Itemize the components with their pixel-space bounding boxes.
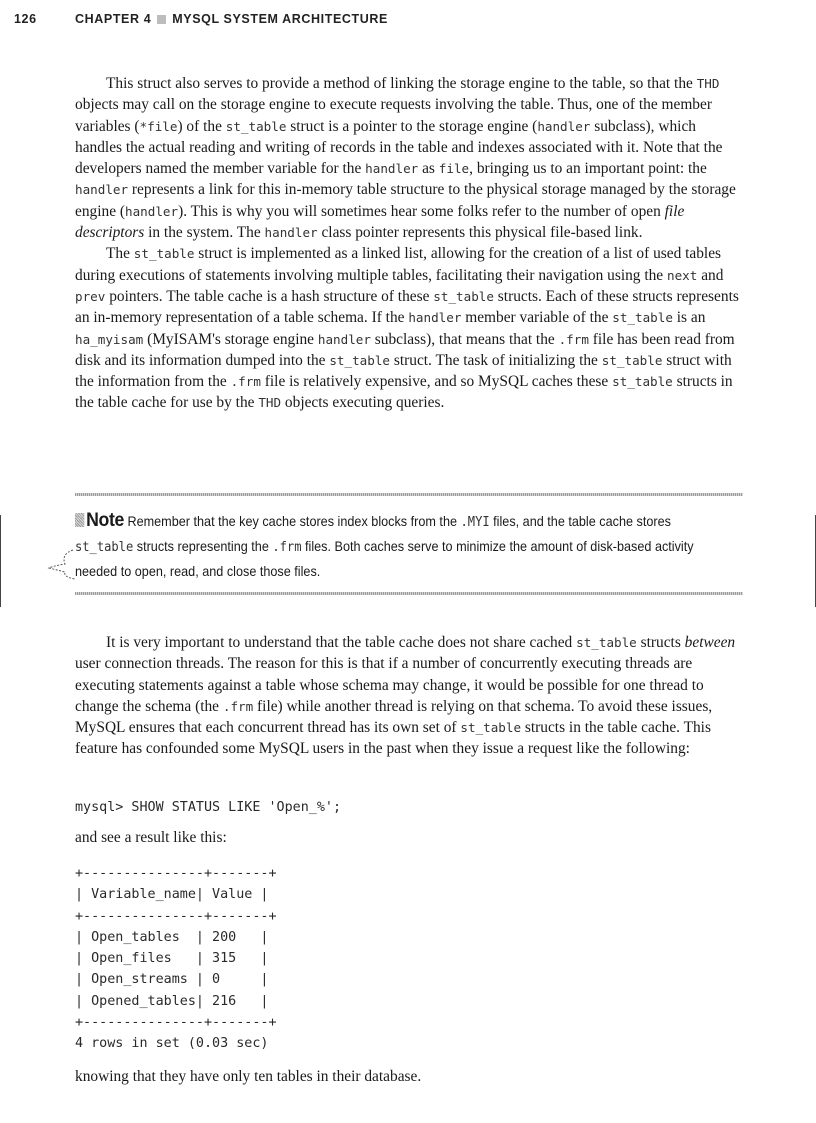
inline-code: file <box>438 161 470 177</box>
inline-code: THD <box>696 76 720 91</box>
inline-code: st_table <box>329 352 391 368</box>
code-command: mysql> SHOW STATUS LIKE 'Open_%'; <box>75 800 342 815</box>
paragraph: This struct also serves to provide a method of linking the storage engine to the table, so that the THD objects may call on the storage engine to execute requests involving the table. Thus, one of the member variables (*file) of the st_table struct is a pointer to the storage engine (handler subclass), which handles the actual reading and writing of records in the table and indexes associated with it. Note that the developers named the member variable for the handler as file, bringing us to an important point: the handler represents a link for this in-memory table structure to the physical storage managed by the storage engine (handler). This is why you will sometimes hear some folks refer to the number of open file descriptors in the system. The handler class pointer represents this physical file-based link. <box>75 75 736 242</box>
inline-code: st_table <box>75 540 134 555</box>
chapter-label: CHAPTER 4 <box>75 12 152 26</box>
inline-code: prev <box>75 288 106 304</box>
inline-code: st_table <box>133 246 195 262</box>
note-box <box>75 509 696 584</box>
inline-code: st_table <box>225 118 287 134</box>
inline-code: st_table <box>612 374 673 390</box>
inline-code: handler <box>317 331 371 347</box>
inline-code: .MYI <box>460 515 490 530</box>
table-row: | Open_files | 315 | <box>75 951 269 967</box>
page-number: 126 <box>14 12 37 26</box>
inline-code: st_table <box>576 635 637 650</box>
table-border: +---------------+-------+ <box>75 908 277 924</box>
note-marker-icon <box>75 513 84 527</box>
table-header-row: | Variable_name| Value | <box>75 887 269 903</box>
inline-code: THD <box>258 395 282 411</box>
table-row: | Opened_tables| 216 | <box>75 993 269 1009</box>
closing-text: knowing that they have only ten tables in their database. <box>75 1068 422 1085</box>
body-bottom <box>75 632 743 760</box>
emphasis: between <box>684 634 736 651</box>
note-label: Note <box>86 510 124 531</box>
inline-code: st_table <box>433 288 494 304</box>
emphasis: file descriptors <box>75 202 685 242</box>
result-intro: and see a result like this: <box>75 829 227 846</box>
result-table <box>75 863 277 1055</box>
inline-code: handler <box>408 310 462 326</box>
page-edge-left <box>0 515 1 607</box>
margin-bracket-icon <box>43 546 77 580</box>
inline-code: st_table <box>601 352 663 368</box>
body-top <box>75 73 743 414</box>
inline-code: .frm <box>558 331 589 347</box>
paragraph: The st_table struct is implemented as a linked list, allowing for the creation of a list of used tables during executions of statements involving multiple tables, facilitating their navigation using the next and prev pointers. The table cache is a hash structure of these st_table structs. Each of these structs represents an in-memory representation of a table schema. If the handler member variable of the st_table is an ha_myisam (MyISAM's storage engine handler subclass), that means that the .frm file has been read from disk and its information dumped into the st_table struct. The task of initializing the st_table struct with the information from the .frm file is relatively expensive, and so MySQL caches these st_table structs in the table cache for use by the THD objects executing queries. <box>75 245 739 412</box>
table-row: | Open_tables | 200 | <box>75 929 269 945</box>
inline-code: ha_myisam <box>75 331 144 347</box>
inline-code: handler <box>537 118 591 134</box>
table-footer: 4 rows in set (0.03 sec) <box>75 1036 269 1052</box>
note-text: Remember that the key cache stores index blocks from the .MYI files, and the table cache stores st_table structs representing the .frm files. Both caches serve to minimize the amount of disk-based activity needed to open, read, and close those files. <box>75 514 694 579</box>
inline-code: .frm <box>230 374 261 390</box>
paragraph: It is very important to understand that the table cache does not share cached st_table structs between user connection threads. The reason for this is that if a number of concurrently executing threads are executing statements against a table whose schema may change, it would be possible for one thread to change the schema (the .frm file) while another thread is relying on that schema. To avoid these issues, MySQL ensures that each concurrent thread has its own set of st_table structs in the table cache. This feature has confounded some MySQL users in the past when they issue a request like the following: <box>75 634 736 758</box>
note-bottom-rule <box>75 592 743 595</box>
chapter-heading <box>75 12 388 26</box>
table-border: +---------------+-------+ <box>75 866 277 881</box>
separator-square-icon <box>157 15 166 24</box>
inline-code: handler <box>365 161 419 177</box>
chapter-title: MYSQL SYSTEM ARCHITECTURE <box>172 12 388 26</box>
table-row: | Open_streams | 0 | <box>75 972 269 988</box>
inline-code: st_table <box>460 720 522 736</box>
inline-code: handler <box>264 225 318 241</box>
inline-code: st_table <box>612 310 673 326</box>
inline-code: handler <box>75 182 129 198</box>
inline-code: *file <box>139 118 178 134</box>
note-top-rule <box>75 493 743 496</box>
inline-code: .frm <box>222 698 254 714</box>
table-border: +---------------+-------+ <box>75 1015 277 1031</box>
running-head <box>0 12 816 32</box>
inline-code: next <box>667 267 698 283</box>
inline-code: handler <box>125 203 179 219</box>
inline-code: .frm <box>272 540 302 555</box>
